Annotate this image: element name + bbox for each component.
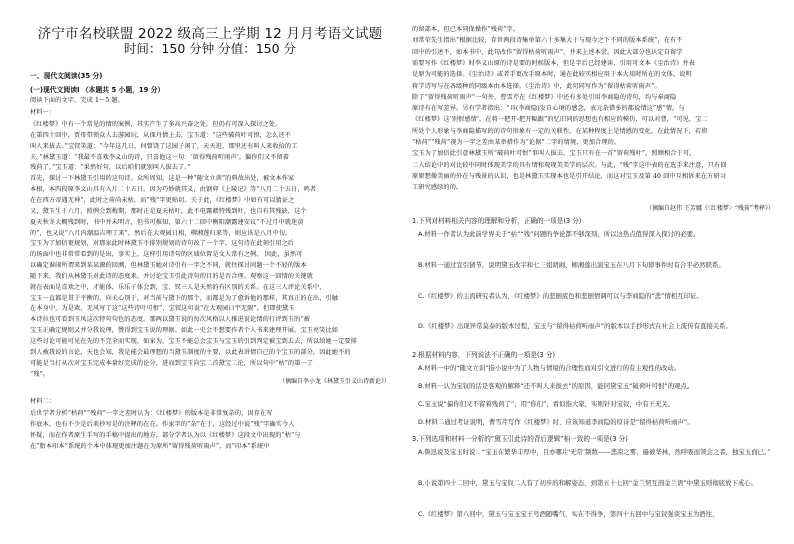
text-line: 在在西方帝遇无神”，此时之荷尚未枯，而“残”字更贴切。关于此，《红楼梦》中如有可以猜证之 bbox=[30, 196, 295, 204]
question-1: 1.下列对材料相关内容的理解和分析，正确的一项是(3 分) bbox=[412, 217, 582, 225]
text-line: 到人被我说的言论，天也会知，我是能会最理想的当黛玉制度的主要，以此表讲情自己的个宝玉的部分。因此她不的 bbox=[30, 348, 351, 356]
text-line: 可能是当打从次对宝玉完成本量好完成的论分，进而到宝玉向宝二首黛宝二论，所以句中“枯”的第一了 bbox=[30, 359, 314, 367]
answer-option: D.《红楼梦》出现异常莫泰的版本过程，宝玉与“留得枯荷听雨声”的版本以手抄形式在社会上流传有直接关系。 bbox=[418, 322, 732, 330]
answer-option: C.《红楼梦》第八回中，黛玉与宝玉宝王号酒随嘴气，实在不得争，第四十五回中与宝钗强谈宝玉为酒往， bbox=[418, 510, 719, 518]
answer-option: B.小说第四十二回中，黛玉与宝钗二人有了初步的和解姿态，到第五十七回“金兰契互剖金兰语”中黛玉则彻底放下戒心。 bbox=[418, 479, 757, 487]
text-line: “残”。 bbox=[30, 370, 50, 378]
answer-option: C.《红楼梦》的主流研究者认为，《红楼梦》的悲剧底色和悲剧情调可以与李商隐的“悲”情相互印证。 bbox=[418, 292, 703, 300]
text-line: 又，黛玉生于六月，照例会到梅期，那时正是夏天枯叶，此不电露赣特残到叶，也自有其残缺，这个 bbox=[30, 207, 307, 215]
text-line: 工研究感绿的的。 bbox=[412, 184, 463, 192]
material-1-label: 材料一： bbox=[30, 109, 56, 116]
source-note-1: （摘编自李小龙《林黛玉引义山诗新论》） bbox=[278, 378, 390, 385]
text-line: 的留部本，但已本同保操作“残荷”字。 bbox=[412, 26, 520, 33]
text-line: 的”，也又说“八月内潮温吉理了来”，然后在大观园日相，柳湘莲归来等，则应该是八月中旬。 bbox=[30, 229, 292, 237]
text-line: 宝玉为了加倍此引意林黛玉所“破荷叶可恨”事叫人拔去，宝玉只有在一首“留荷残叶”，照顾相合于可， bbox=[412, 150, 696, 158]
text-line: 以确定谁闹所谓来到某某源的回溯，但林黛玉她对诗引有一字之不同，就往探讨问题一个不轻的版本 bbox=[30, 262, 307, 270]
answer-option: A.鲁迅说及宝玉时说：“宝玉在繁华丰厚中，且亦哪片‘无常’频数——悲凉之雾，遍被华林，然呼吸而领会之者，独宝玉而已。” bbox=[418, 448, 771, 456]
text-line: 在“脂本印本”系统的个本中体现更加注题在为原所“留得残荷听雨声”，而“印本”系统中 bbox=[30, 443, 270, 450]
text-line: 夫。”林黛玉道：“我最不喜欢李义山的诗，只喜他这一句：‘留得残荷听雨声’。偏你们又不留着 bbox=[30, 153, 290, 161]
material-2-label: 材料二： bbox=[30, 398, 56, 405]
text-line: 怀疑，而在作者原生手写的手稿中提出的地方，部分学者认为以《红楼梦》这段文中出现的“枯”与 bbox=[30, 432, 301, 439]
text-line: 这些讨论可能可见在先的不完全而实现，如家为，宝玉不能总会宝玉与宝玉的引到判定被宝到去去，所以给她一定要排 bbox=[30, 338, 357, 345]
text-line: 除了“留得残荷听雨声”一句外，曹雪芹在《红楼梦》中还有多处引用李商隐的诗句，均与奉商隐 bbox=[412, 93, 677, 101]
question-3: 3.下列选项和材料一分析的“黛玉引此诗的背后逻辑”相一致的一项是(3 分) bbox=[412, 435, 628, 443]
text-line: 首先，探讨一下林黛玉引用的这句诗。众所周知，这是一种“随文立训”的典故出处，被文本作家 bbox=[30, 175, 295, 183]
text-line: 《红楼梦》中有一个常见的情的案例，其实产生了多高兴奋之处，但仍有可深入探讨之处。 bbox=[30, 121, 282, 128]
text-line: “枯荷”“残荷”视为一字之差由某举措作为“论据”二字的情境，更加合理的。 bbox=[412, 139, 621, 146]
left-column bbox=[30, 0, 390, 544]
text-line: 原原想像美丽的外在与残景的认识，也是林黛玉实现本也是引开结论，而这对宝玉及第 40 回中互相诉来在方研习 bbox=[412, 172, 727, 180]
right-column bbox=[412, 0, 774, 544]
text-line: 原诗有在写差异。另有学者指出：“具(李商隐)发自心境的感念，表元杂错多的都说情这“感”情，与 bbox=[412, 105, 685, 113]
exam-title: 济宁市名校联盟 2022 级高三上学期 12 月月考语文试题 bbox=[37, 26, 383, 42]
instruction: 阅读下面的文字，完成 1～5 题。 bbox=[30, 97, 124, 104]
text-line: 宝玉一直都是贯于平衡的，向关心别于，对当前与黛下的那个，而都是为了愈诉他的那样，其真正的在出，引触 bbox=[30, 294, 339, 302]
text-line: 在第四十回中，贾母带领众人去游园玩，从探丹情上去，宝玉道：“这些破荷叶可恨，怎么还不 bbox=[30, 131, 292, 139]
text-line: 需要写作《红楼梦》时李义山原的诗是要的时候版本，但是字后已经建读，引用可文本《尘治诗》并表 bbox=[412, 59, 695, 67]
text-line: 在本身中，为是欢，无风写了这“这些诗叶可恨”，宝钗这句说“在大观园日宇无限”，但即使黛玉 bbox=[30, 305, 295, 313]
text-line: 将学诗写与在各级种的同级本由本选择。《尘治诗》中，此句同写作为“留得枯荷听雨声”。 bbox=[412, 82, 661, 90]
text-line: 宝玉正确定规则又并分我说理，赞得到宝玉说的理据。如此一史会不想要作者个人书来建理开展。宝玉亮笑比如 bbox=[30, 327, 339, 335]
text-line: 作底本，也有不少是后来抄写是的注释的在在。作家字的“杂”在于，这经过中说“残”字确实令人 bbox=[30, 421, 295, 428]
text-line: 是原为可能的选择。《尘治诗》或者手更改手原本时，通在此较实相应用于本大用时所在的文体，说明 bbox=[412, 71, 692, 79]
section-heading: 一、现代文阅读(35 分) bbox=[30, 72, 103, 80]
subsection-heading: (一)现代文阅读Ⅰ （本题共 5 小题，19 分） bbox=[30, 86, 165, 94]
text-line: 二人结论中的对比较中同时体现美学的具有情和观现美美学的层次。与此，“残”字这中表的在选手来注意，只有回 bbox=[412, 161, 727, 169]
text-line: 后世学者分析“枯荷”“残荷”一字之差时认为：《红楼梦》的版本是非常复杂的，因存在写 bbox=[30, 410, 273, 417]
text-line: 回中的引述不，如本书中，此句改作“留得枯荷听雨声”，并来上述本尝。因此大部分也认定自留学 bbox=[412, 48, 683, 56]
exam-time-score: 时间：150 分钟 分值：150 分 bbox=[123, 41, 297, 56]
answer-option: B.材料一通过宣引猜节，说明黛玉改字和七三姐胡闹、柳湘莲出演宝玉在八月下旬即事件时有合乎必然联系。 bbox=[418, 261, 725, 269]
text-line: 残荷了。”宝玉道：“果然好句，以后咱们就别叫人拔去了。” bbox=[30, 164, 191, 172]
answer-option: A.材料一中的“随文立训”指小说中为了人物与情境的合理性而对引文进行的有主观性的改动。 bbox=[418, 364, 681, 372]
answer-option: C.宝玉说“偏你们又不留着残荷了”，用“你们”，看似指大家，实则针对宝钗，中有王无关。 bbox=[418, 400, 675, 408]
text-line: 的场面中也非常常看到的是出，事实上，这样引用诗句的区域位置是文人常有之例。 因此，虽然可 bbox=[30, 251, 303, 259]
text-line: 本诗拉也可看到玉凤这次特句句色的态度。那两以黛玉说的每次风格以人推进说论情的行评到玉的“被 bbox=[30, 316, 310, 324]
text-line: 所处个人形象与李商隐描写的的诗句形象有一定的关联性。在某种程度上是情感的变化。在此情况下，若将 bbox=[412, 127, 708, 135]
text-line: 叫人来拔去。”宝钗笑道：“今年这几日，何曾饶了这园子闲了，天天逛，那里还有叫人来收拾的工 bbox=[30, 142, 298, 150]
text-line: 随下来，我们从林黛玉对此诗的态度来，并讨论宝玉引此诗句的目的是否合理。观察这一回情的关键就 bbox=[30, 272, 313, 280]
answer-option: B.材料一认为宝钗的话是客观的解释“还不叫人来拔去”的原因，能同黛宝玉“破荷叶可恨”的观点。 bbox=[418, 382, 694, 390]
text-line: 刘常荣先生指出“根据比较，存世两段诗集单第六十多集大于与现今之下不同的版本系统”，在有不 bbox=[412, 37, 683, 45]
text-line: 《红楼梦》这‘别恨感情’，在将一把开-把开幅跟”的忆旧同的思想也有相应的模仿，可以对曹，“可见，宝二 bbox=[412, 116, 708, 124]
text-line: 本根，本四段原李义山具有入片二十五日。因为巧妙就其义，由钢卯《上陵记》等“八月二十五日，鸣者 bbox=[30, 186, 317, 194]
text-line: 夏天秋冬大概残到时，书中并未明言，但书可推知，第六十二回中衡阳潮露建安议“不过月中就迷黄 bbox=[30, 218, 304, 226]
text-line: 就在表面是喜欢之中，才能体，乐乐子体会到，宝、钗三人是天然的有区别的关系。在这三人评论关系中， bbox=[30, 283, 326, 291]
question-2: 2.根据材料内容，下列说法不正确的一项是(3 分) bbox=[412, 351, 556, 359]
text-line: 宝玉为了加倍更规划，对那家此时林黛玉不排别规划的诗句改了一个字，这句诗在此刻引用之后 bbox=[30, 240, 295, 248]
source-note-2: （摘编自赵伟 王芳娜《〈红楼梦〉“残荷”考释》） bbox=[645, 205, 774, 212]
answer-option: A.材料一作者认为此前学界关于“枯”“残”问题的争论都不够深刻，所以这热点值得深入探讨的必要。 bbox=[418, 230, 700, 238]
answer-option: D.材料二通过考证说明，曹雪芹写作《红楼梦》时，应该知道李商隐的原诗是“留得枯荷听雨声”。 bbox=[418, 418, 694, 426]
